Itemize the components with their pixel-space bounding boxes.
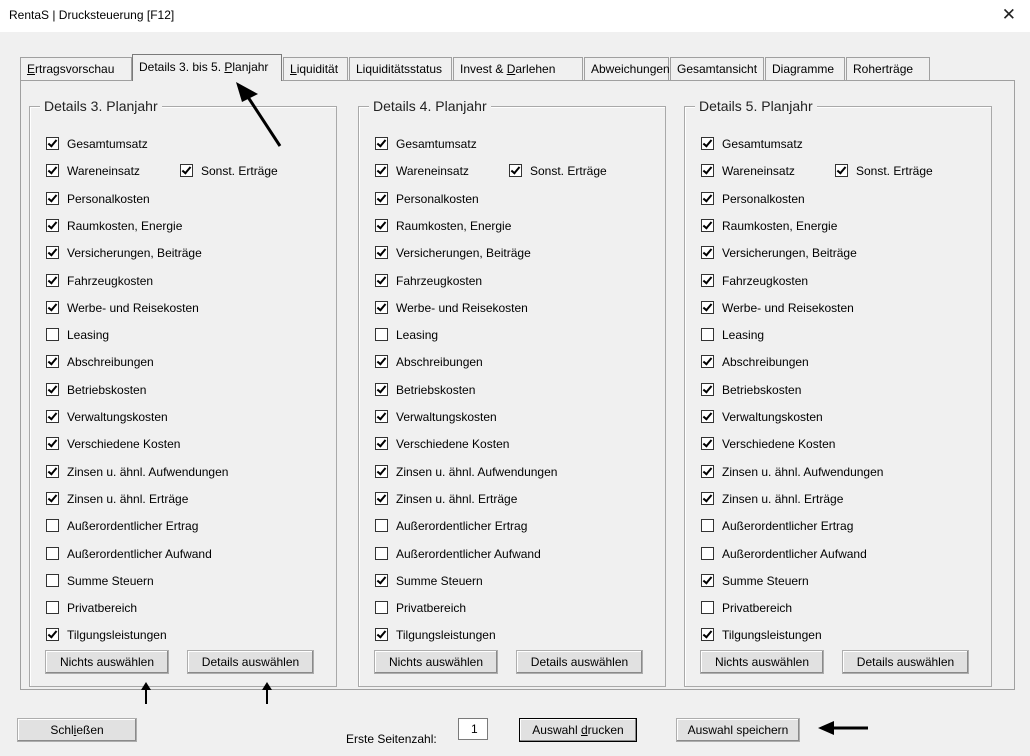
checkbox-item[interactable]	[46, 626, 167, 644]
group-title: Details 3. Planjahr	[40, 98, 162, 114]
checkbox-icon[interactable]	[701, 519, 714, 532]
checkbox-icon[interactable]	[375, 519, 388, 532]
close-icon[interactable]: ✕	[1001, 5, 1016, 24]
checkbox-label: Werbe- und Reisekosten	[722, 300, 854, 315]
checkbox-icon[interactable]	[701, 383, 714, 396]
checkbox-icon[interactable]	[701, 437, 714, 450]
checkbox-item[interactable]	[375, 326, 438, 344]
checkbox-item[interactable]	[375, 381, 475, 399]
tab-1[interactable]: Details 3. bis 5. Planjahr	[132, 54, 282, 81]
checkbox-icon[interactable]	[375, 355, 388, 368]
checkbox-icon[interactable]	[375, 547, 388, 560]
group-title: Details 4. Planjahr	[369, 98, 491, 114]
checkbox-icon[interactable]	[701, 274, 714, 287]
checkbox-item[interactable]	[46, 162, 140, 180]
checkbox-label: Wareneinsatz	[396, 164, 469, 179]
checkbox-label: Verschiedene Kosten	[396, 437, 510, 452]
checkbox-item[interactable]	[46, 381, 146, 399]
checkbox-icon[interactable]	[701, 219, 714, 232]
checkbox-item[interactable]	[701, 517, 853, 535]
checkbox-icon[interactable]	[46, 246, 59, 259]
checkbox-icon[interactable]	[46, 601, 59, 614]
checkbox-label: Sonst. Erträge	[530, 164, 607, 178]
checkbox-item[interactable]	[701, 272, 808, 290]
checkbox-item[interactable]	[701, 545, 867, 563]
annotation-arrow-save	[818, 721, 868, 735]
checkbox-item[interactable]	[46, 463, 228, 481]
checkbox-label: Betriebskosten	[67, 382, 147, 397]
checkbox-icon[interactable]	[46, 519, 59, 532]
checkbox-label: Raumkosten, Energie	[396, 218, 512, 233]
checkbox-item[interactable]	[46, 299, 199, 317]
checkbox-item[interactable]	[375, 353, 483, 371]
checkbox-label: Zinsen u. ähnl. Erträge	[722, 491, 844, 506]
checkbox-icon[interactable]	[701, 137, 714, 150]
checkbox-item[interactable]	[46, 545, 212, 563]
checkbox-label: Fahrzeugkosten	[67, 273, 154, 288]
checkbox-icon[interactable]	[375, 274, 388, 287]
checkbox-icon[interactable]	[46, 465, 59, 478]
checkbox-item[interactable]	[46, 272, 153, 290]
checkbox-label: Sonst. Erträge	[201, 164, 278, 178]
checkbox-label: Fahrzeugkosten	[722, 273, 809, 288]
checkbox-item[interactable]	[46, 517, 198, 535]
checkbox-icon[interactable]	[46, 137, 59, 150]
select-none-button[interactable]: Nichts auswählen	[374, 650, 498, 674]
select-none-button[interactable]: Nichts auswählen	[45, 650, 169, 674]
checkbox-item[interactable]	[46, 572, 154, 590]
checkbox-item[interactable]	[375, 517, 527, 535]
checkbox-icon[interactable]	[46, 574, 59, 587]
checkbox-icon[interactable]	[46, 164, 59, 177]
checkbox-icon[interactable]	[701, 355, 714, 368]
checkbox-icon[interactable]	[701, 547, 714, 560]
checkbox-label: Verschiedene Kosten	[722, 437, 836, 452]
checkbox-sonst-ertraege[interactable]	[509, 162, 607, 180]
tab-0[interactable]: Ertragsvorschau	[20, 57, 132, 80]
checkbox-icon[interactable]	[701, 246, 714, 259]
checkbox-label: Abschreibungen	[396, 355, 483, 370]
checkbox-item[interactable]	[46, 190, 150, 208]
checkbox-item[interactable]	[701, 162, 795, 180]
checkbox-item[interactable]	[375, 572, 483, 590]
close-button[interactable]: Schließen	[17, 718, 137, 742]
select-none-button[interactable]: Nichts auswählen	[700, 650, 824, 674]
checkbox-label: Zinsen u. ähnl. Aufwendungen	[396, 464, 558, 479]
checkbox-sonst-ertraege[interactable]	[835, 162, 933, 180]
checkbox-label: Betriebskosten	[722, 382, 802, 397]
checkbox-label: Personalkosten	[67, 191, 150, 206]
checkbox-label: Außerordentlicher Aufwand	[67, 546, 212, 561]
checkbox-item[interactable]	[46, 353, 154, 371]
tab-strip	[20, 54, 1020, 82]
checkbox-icon[interactable]	[701, 301, 714, 314]
checkbox-item[interactable]	[46, 244, 202, 262]
checkbox-icon[interactable]	[701, 628, 714, 641]
checkbox-item[interactable]	[375, 408, 497, 426]
checkbox-label: Raumkosten, Energie	[67, 218, 183, 233]
checkbox-icon[interactable]	[701, 164, 714, 177]
checkbox-item[interactable]	[375, 626, 496, 644]
group-planjahr-3	[29, 98, 337, 687]
checkbox-label: Sonst. Erträge	[856, 164, 933, 178]
checkbox-icon[interactable]	[46, 437, 59, 450]
checkbox-label: Gesamtumsatz	[396, 137, 477, 151]
group-planjahr-4	[358, 98, 666, 687]
tab-4[interactable]: Invest & Darlehen	[453, 57, 583, 80]
checkbox-label: Werbe- und Reisekosten	[67, 300, 199, 315]
checkbox-icon[interactable]	[375, 164, 388, 177]
checkbox-icon[interactable]	[375, 465, 388, 478]
checkbox-sonst-ertraege[interactable]	[180, 162, 278, 180]
checkbox-label: Außerordentlicher Ertrag	[396, 519, 528, 534]
checkbox-item[interactable]	[46, 135, 148, 153]
checkbox-item[interactable]	[46, 217, 182, 235]
checkbox-label: Zinsen u. ähnl. Erträge	[396, 491, 518, 506]
checkbox-label: Tilgungsleistungen	[67, 628, 167, 643]
checkbox-icon[interactable]	[375, 192, 388, 205]
tab-2[interactable]: Liquidität	[283, 57, 348, 80]
checkbox-label: Zinsen u. ähnl. Erträge	[67, 491, 189, 506]
dialog	[0, 32, 1030, 756]
checkbox-label: Leasing	[722, 328, 765, 343]
tab-3[interactable]: Liquiditätsstatus	[349, 57, 452, 80]
checkbox-label: Wareneinsatz	[722, 164, 795, 179]
title-bar	[0, 0, 1030, 32]
checkbox-icon[interactable]	[701, 574, 714, 587]
first-page-label: Erste Seitenzahl:	[346, 732, 437, 746]
checkbox-label: Außerordentlicher Ertrag	[722, 519, 854, 534]
checkbox-icon[interactable]	[375, 328, 388, 341]
checkbox-icon[interactable]	[46, 192, 59, 205]
checkbox-icon[interactable]	[46, 410, 59, 423]
checkbox-label: Verwaltungskosten	[67, 410, 168, 424]
tab-6[interactable]: Gesamtansicht	[670, 57, 764, 80]
checkbox-label: Zinsen u. ähnl. Aufwendungen	[67, 464, 229, 479]
checkbox-item[interactable]	[375, 545, 541, 563]
checkbox-label: Verwaltungskosten	[722, 410, 823, 424]
checkbox-icon[interactable]	[375, 137, 388, 150]
print-selection-button[interactable]: Auswahl drucken	[519, 718, 637, 742]
checkbox-item[interactable]	[375, 599, 466, 617]
select-details-button[interactable]: Details auswählen	[842, 650, 969, 674]
checkbox-icon[interactable]	[375, 301, 388, 314]
checkbox-icon[interactable]	[375, 574, 388, 587]
window-title: RentaS | Drucksteuerung [F12]	[9, 8, 175, 22]
checkbox-label: Leasing	[67, 328, 110, 343]
checkbox-item[interactable]	[46, 435, 180, 453]
checkbox-icon[interactable]	[375, 383, 388, 396]
checkbox-label: Werbe- und Reisekosten	[396, 300, 528, 315]
checkbox-item[interactable]	[701, 435, 835, 453]
checkbox-item[interactable]	[701, 626, 822, 644]
checkbox-item[interactable]	[46, 490, 188, 508]
checkbox-icon[interactable]	[375, 219, 388, 232]
checkbox-item[interactable]	[375, 435, 509, 453]
checkbox-icon[interactable]	[835, 164, 848, 177]
checkbox-item[interactable]	[375, 272, 482, 290]
checkbox-label: Privatbereich	[67, 601, 138, 616]
checkbox-item[interactable]	[701, 353, 809, 371]
first-page-input[interactable]: 1	[458, 718, 488, 740]
checkbox-label: Tilgungsleistungen	[396, 628, 496, 643]
checkbox-label: Versicherungen, Beiträge	[67, 246, 202, 261]
checkbox-icon[interactable]	[180, 164, 193, 177]
checkbox-label: Verschiedene Kosten	[67, 437, 181, 452]
checkbox-item[interactable]	[701, 190, 805, 208]
checkbox-label: Raumkosten, Energie	[722, 218, 838, 233]
checkbox-icon[interactable]	[46, 547, 59, 560]
checkbox-item[interactable]	[701, 217, 837, 235]
checkbox-item[interactable]	[375, 162, 469, 180]
checkbox-label: Fahrzeugkosten	[396, 273, 483, 288]
checkbox-item[interactable]	[701, 244, 857, 262]
checkbox-label: Leasing	[396, 328, 439, 343]
checkbox-label: Personalkosten	[722, 191, 805, 206]
checkbox-icon[interactable]	[46, 355, 59, 368]
checkbox-icon[interactable]	[46, 301, 59, 314]
checkbox-item[interactable]	[701, 463, 883, 481]
checkbox-item[interactable]	[701, 299, 854, 317]
checkbox-item[interactable]	[46, 599, 137, 617]
checkbox-item[interactable]	[701, 135, 803, 153]
checkbox-label: Summe Steuern	[396, 573, 483, 588]
checkbox-label: Verwaltungskosten	[396, 410, 497, 424]
checkbox-label: Abschreibungen	[722, 355, 809, 370]
checkbox-item[interactable]	[375, 244, 531, 262]
checkbox-icon[interactable]	[375, 601, 388, 614]
checkbox-item[interactable]	[46, 408, 168, 426]
checkbox-icon[interactable]	[701, 328, 714, 341]
checkbox-item[interactable]	[375, 217, 511, 235]
checkbox-item[interactable]	[701, 326, 764, 344]
annotation-arrow-details	[261, 682, 273, 704]
checkbox-label: Personalkosten	[396, 191, 479, 206]
checkbox-item[interactable]	[701, 490, 843, 508]
checkbox-icon[interactable]	[46, 383, 59, 396]
checkbox-label: Abschreibungen	[67, 355, 154, 370]
checkbox-label: Versicherungen, Beiträge	[722, 246, 857, 261]
checkbox-icon[interactable]	[46, 492, 59, 505]
checkbox-item[interactable]	[701, 572, 809, 590]
checkbox-item[interactable]	[375, 490, 517, 508]
group-planjahr-5	[684, 98, 992, 687]
checkbox-icon[interactable]	[46, 628, 59, 641]
save-selection-button[interactable]: Auswahl speichern	[676, 718, 800, 742]
checkbox-icon[interactable]	[375, 492, 388, 505]
checkbox-label: Versicherungen, Beiträge	[396, 246, 531, 261]
annotation-arrow-nichts	[140, 682, 152, 704]
checkbox-label: Außerordentlicher Ertrag	[67, 519, 199, 534]
checkbox-item[interactable]	[701, 599, 792, 617]
select-details-button[interactable]: Details auswählen	[516, 650, 643, 674]
checkbox-label: Gesamtumsatz	[722, 137, 803, 151]
checkbox-icon[interactable]	[701, 465, 714, 478]
checkbox-item[interactable]	[375, 190, 479, 208]
checkbox-icon[interactable]	[701, 601, 714, 614]
checkbox-icon[interactable]	[701, 410, 714, 423]
checkbox-label: Außerordentlicher Aufwand	[396, 546, 541, 561]
checkbox-label: Summe Steuern	[722, 573, 809, 588]
checkbox-item[interactable]	[701, 381, 801, 399]
checkbox-icon[interactable]	[701, 492, 714, 505]
checkbox-item[interactable]	[375, 463, 557, 481]
checkbox-label: Wareneinsatz	[67, 164, 140, 179]
checkbox-icon[interactable]	[509, 164, 522, 177]
checkbox-icon[interactable]	[46, 219, 59, 232]
checkbox-icon[interactable]	[375, 437, 388, 450]
checkbox-label: Betriebskosten	[396, 382, 476, 397]
checkbox-item[interactable]	[375, 299, 528, 317]
tab-8[interactable]: Roherträge	[846, 57, 930, 80]
annotation-arrow-tab	[232, 80, 286, 150]
checkbox-label: Privatbereich	[722, 601, 793, 616]
checkbox-icon[interactable]	[375, 410, 388, 423]
checkbox-item[interactable]	[701, 408, 823, 426]
checkbox-label: Gesamtumsatz	[67, 137, 148, 151]
checkbox-label: Summe Steuern	[67, 573, 154, 588]
checkbox-label: Tilgungsleistungen	[722, 628, 822, 643]
tab-5[interactable]: Abweichungen	[584, 57, 669, 80]
checkbox-icon[interactable]	[46, 274, 59, 287]
tab-panel	[20, 80, 1015, 690]
checkbox-label: Außerordentlicher Aufwand	[722, 546, 867, 561]
tab-7[interactable]: Diagramme	[765, 57, 845, 80]
checkbox-label: Zinsen u. ähnl. Aufwendungen	[722, 464, 884, 479]
checkbox-icon[interactable]	[701, 192, 714, 205]
checkbox-icon[interactable]	[375, 246, 388, 259]
checkbox-icon[interactable]	[46, 328, 59, 341]
checkbox-item[interactable]	[375, 135, 477, 153]
checkbox-item[interactable]	[46, 326, 109, 344]
checkbox-icon[interactable]	[375, 628, 388, 641]
select-details-button[interactable]: Details auswählen	[187, 650, 314, 674]
checkbox-label: Privatbereich	[396, 601, 467, 616]
group-title: Details 5. Planjahr	[695, 98, 817, 114]
